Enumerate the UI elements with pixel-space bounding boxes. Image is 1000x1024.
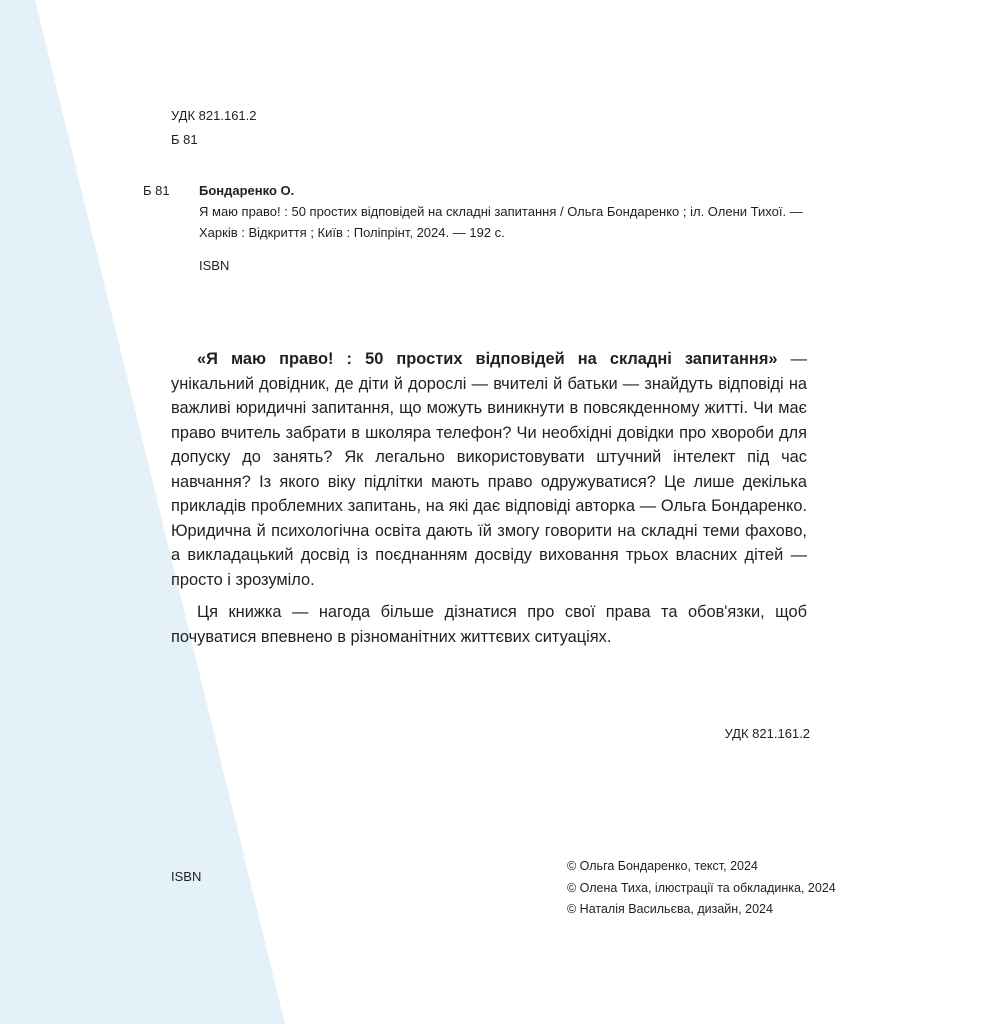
udc-code: УДК 821.161.2 <box>171 108 257 123</box>
biblio-body <box>199 180 859 276</box>
annotation-text: — унікальний довідник, де діти й дорослі — вчителі й батьки — знайдуть відповіді на важливі юридичні запитання, що можуть виникнути в повсякденному житті. Чи має право вчитель забрати в школяра телефон? Чи необхідні довідки про хвороби для допуску до занять? Як легально використовувати штучний інтелект під час навчання? Із якого віку підлітки мають право одружуватися? Це лише декілька прикладів проблемних запитань, на які дає відповіді авторка — Ольга Бондаренко. Юридична й психологічна освіта дають їй змогу говорити на складні теми фахово, а викладацький досвід із поєднанням досвіду виховання трьох власних дітей — просто і зрозуміло. <box>171 350 807 589</box>
copyright-line: © Ольга Бондаренко, текст, 2024 <box>567 859 758 873</box>
copyright-line: © Олена Тиха, ілюстрації та обкладинка, 2024 <box>567 880 836 895</box>
biblio-isbn: ISBN <box>199 258 230 273</box>
footer-udc-code: УДК 821.161.2 <box>724 726 810 741</box>
annotation-paragraph-1 <box>171 347 807 592</box>
author-mark: Б 81 <box>171 132 198 147</box>
biblio-author: Бондаренко О. <box>199 183 295 198</box>
copyright-line: © Наталія Васильєва, дизайн, 2024 <box>567 902 773 916</box>
biblio-title-line: Я маю право! : 50 простих відповідей на складні запитання / Ольга Бондаренко ; іл. Олени Тихої. — <box>199 204 803 219</box>
annotation-book-title: «Я маю право! : 50 простих відповідей на складні запитання» <box>197 350 778 368</box>
header-classification <box>171 104 257 152</box>
biblio-code: Б 81 <box>143 183 170 198</box>
biblio-publisher-line: Харків : Відкриття ; Київ : Поліпрінт, 2024. — 192 с. <box>199 225 505 240</box>
annotation-paragraph-2: Ця книжка — нагода більше дізнатися про свої права та обов'язки, щоб почуватися впевнено в різноманітних життєвих ситуаціях. <box>171 603 807 646</box>
footer-isbn: ISBN <box>171 869 202 884</box>
annotation <box>171 347 807 649</box>
copyright-block <box>567 856 836 921</box>
